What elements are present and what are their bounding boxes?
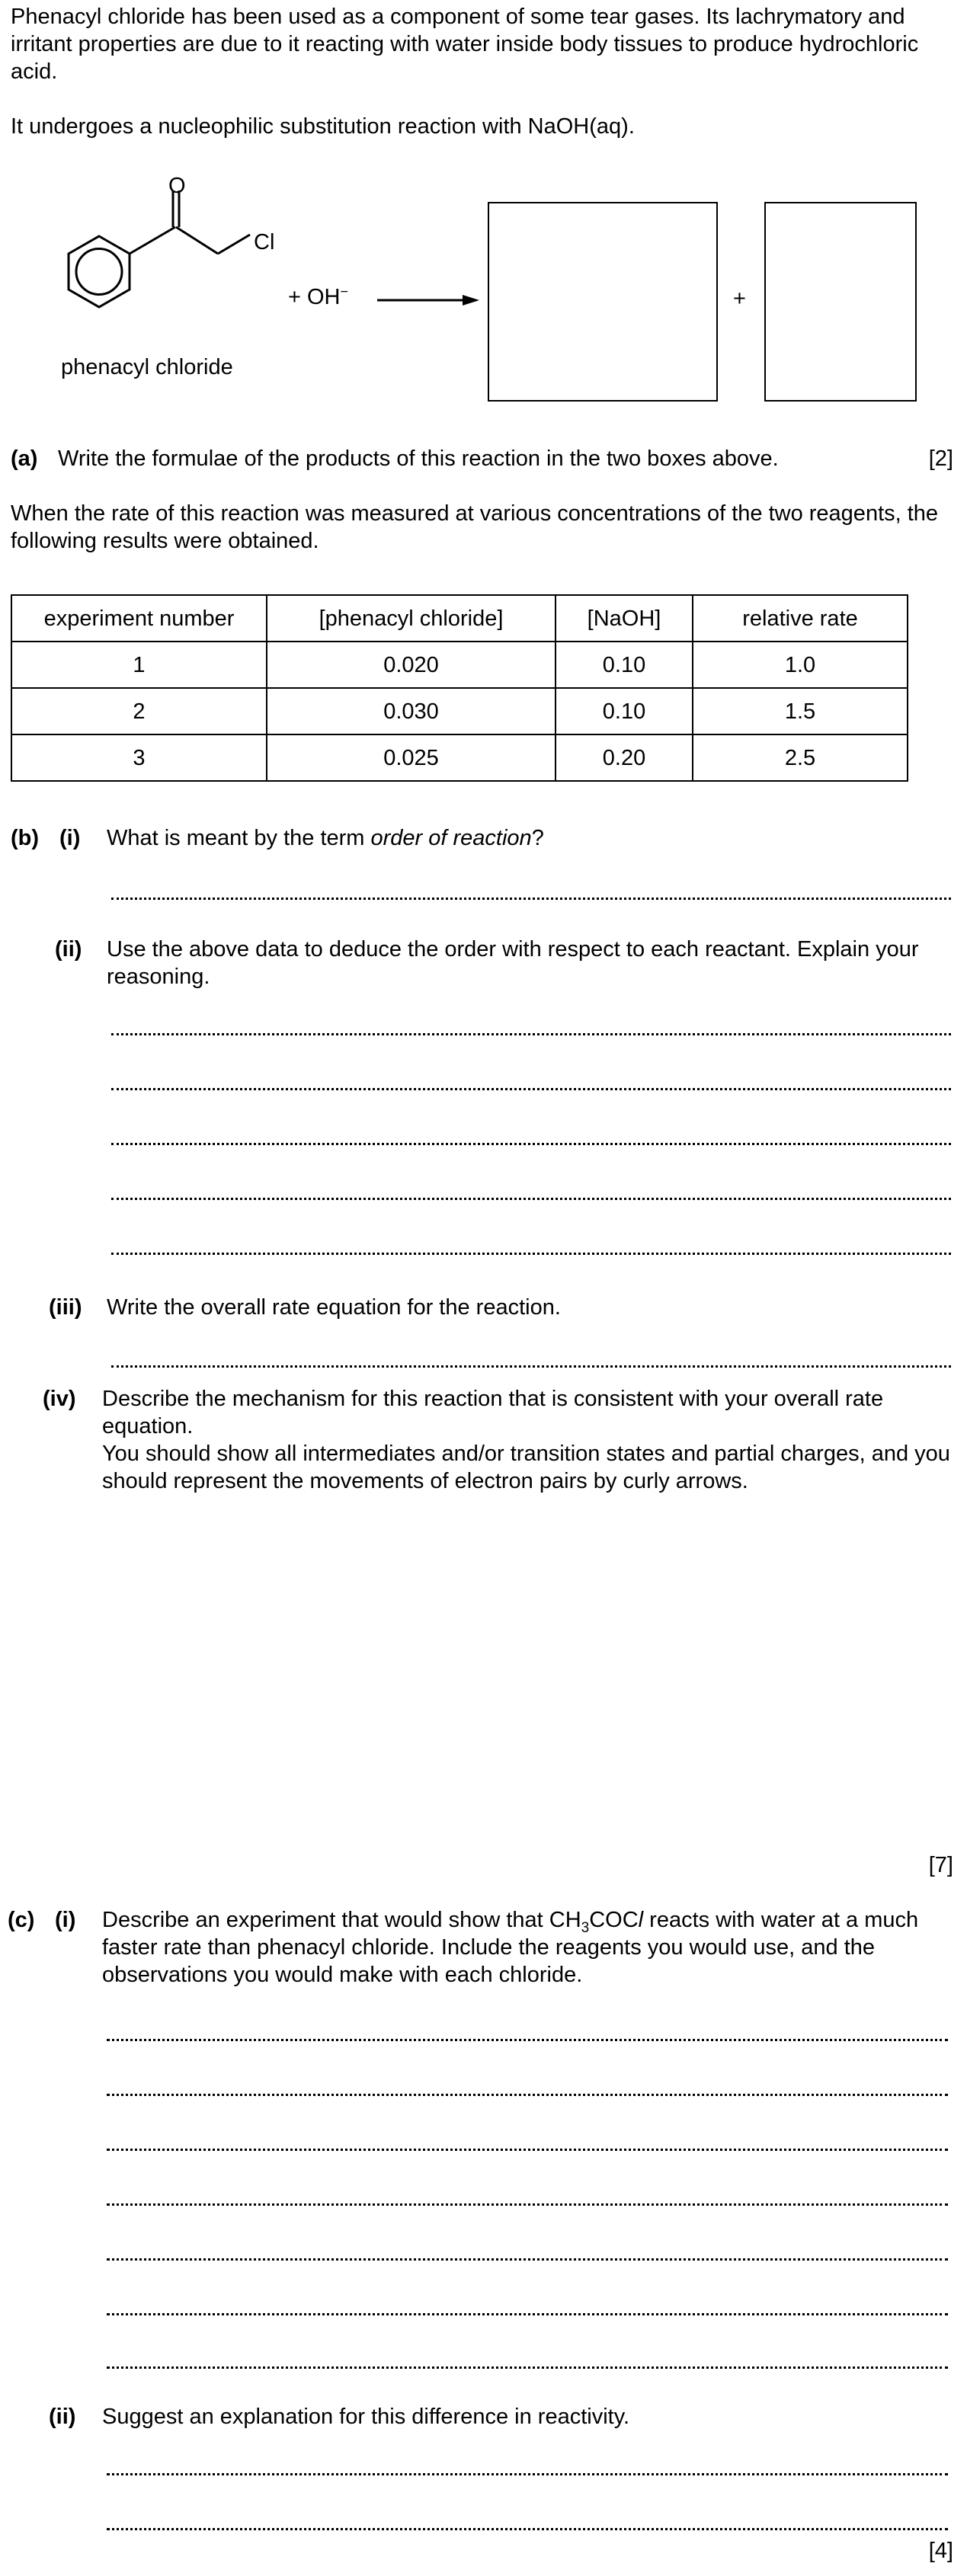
answer-line[interactable] [111, 1033, 951, 1035]
part-a-label: (a) [11, 446, 38, 471]
reaction-arrow [377, 293, 481, 308]
table-cell: 3 [11, 734, 267, 781]
answer-line[interactable] [111, 1143, 951, 1145]
part-c-ii-label: (ii) [49, 2405, 76, 2429]
rate-data-table [11, 594, 908, 782]
answer-line[interactable] [107, 2094, 948, 2096]
table-row [11, 642, 908, 688]
table-header-row [11, 595, 908, 642]
product-box-2[interactable] [764, 202, 917, 402]
table-cell: 0.10 [556, 642, 693, 688]
part-c-i-label: (i) [55, 1908, 76, 1932]
answer-line[interactable] [111, 1365, 951, 1368]
oxygen-atom-label: O [168, 174, 186, 198]
benzene-ring [69, 236, 130, 307]
table-row [11, 688, 908, 734]
intro-reaction-statement: It undergoes a nucleophilic substitution reaction with NaOH(aq). [11, 114, 635, 139]
hydroxide-reagent: + OH− [288, 283, 349, 309]
chlorine-atom-label: Cl [254, 230, 275, 254]
intro-paragraph: Phenacyl chloride has been used as a component of some tear gases. Its lachrymatory and irritant properties are due to it reacting with water inside body tissues to produce hydrochloric acid. [11, 5, 919, 84]
answer-line[interactable] [111, 1088, 951, 1090]
table-cell: 0.030 [267, 688, 556, 734]
phenacyl-chloride-structure [46, 183, 297, 343]
plus-sign: + [733, 286, 746, 311]
column-header: relative rate [693, 595, 908, 642]
mechanism-answer-space[interactable] [102, 1501, 948, 1829]
part-c-label: (c) [8, 1908, 35, 1932]
answer-line[interactable] [107, 2149, 948, 2151]
column-header: [NaOH] [556, 595, 693, 642]
part-a-question: Write the formulae of the products of this reaction in the two boxes above. [58, 446, 779, 471]
part-b-i-label: (i) [59, 826, 81, 850]
answer-line[interactable] [107, 2473, 948, 2475]
table-cell: 0.025 [267, 734, 556, 781]
part-c-marks: [4] [928, 2539, 953, 2563]
part-b-marks: [7] [928, 1853, 953, 1877]
answer-line[interactable] [107, 2203, 948, 2206]
compound-label: phenacyl chloride [61, 355, 233, 379]
answer-line[interactable] [111, 1253, 951, 1255]
answer-line[interactable] [107, 2039, 948, 2041]
part-b-label: (b) [11, 826, 40, 850]
table-cell: 1 [11, 642, 267, 688]
table-cell: 1.5 [693, 688, 908, 734]
part-b-iv-question: Describe the mechanism for this reaction that is consistent with your overall rate equation. [102, 1387, 884, 1438]
answer-line[interactable] [111, 1198, 951, 1200]
answer-line[interactable] [107, 2313, 948, 2315]
answer-line[interactable] [107, 2528, 948, 2530]
table-cell: 2 [11, 688, 267, 734]
part-c-i-question: Describe an experiment that would show that $CH_3COCl$ reacts with water at a much faster rate than phenacyl chloride. Include the reagents you would use, and the observations you would make with each chloride. [102, 1908, 919, 1987]
part-b-iii-question: Write the overall rate equation for the reaction. [107, 1295, 561, 1320]
rate-data-intro: When the rate of this reaction was measured at various concentrations of the two reagents, the following results were obtained. [11, 501, 939, 553]
table-cell: 2.5 [693, 734, 908, 781]
table-row [11, 734, 908, 781]
table-cell: 0.20 [556, 734, 693, 781]
part-b-i-question: What is meant by the term order of reaction? [107, 826, 544, 850]
part-a-marks: [2] [928, 446, 953, 471]
table-cell: 0.020 [267, 642, 556, 688]
part-b-ii-label: (ii) [55, 937, 82, 962]
benzene-aromatic-circle [76, 249, 122, 295]
answer-line[interactable] [107, 2366, 948, 2369]
table-cell: 0.10 [556, 688, 693, 734]
product-box-1[interactable] [488, 202, 718, 402]
part-b-iv-instructions: You should show all intermediates and/or transition states and partial charges, and you should represent the movements of electron pairs by curly arrows. [102, 1442, 950, 1493]
part-b-iv-label: (iv) [43, 1387, 76, 1411]
column-header: experiment number [11, 595, 267, 642]
answer-line[interactable] [111, 898, 951, 900]
column-header: [phenacyl chloride] [267, 595, 556, 642]
table-cell: 1.0 [693, 642, 908, 688]
answer-line[interactable] [107, 2258, 948, 2261]
part-b-ii-question: Use the above data to deduce the order with respect to each reactant. Explain your reasoning. [107, 937, 919, 989]
part-c-ii-question: Suggest an explanation for this difference in reactivity. [102, 2405, 630, 2429]
part-b-iii-label: (iii) [49, 1295, 82, 1320]
